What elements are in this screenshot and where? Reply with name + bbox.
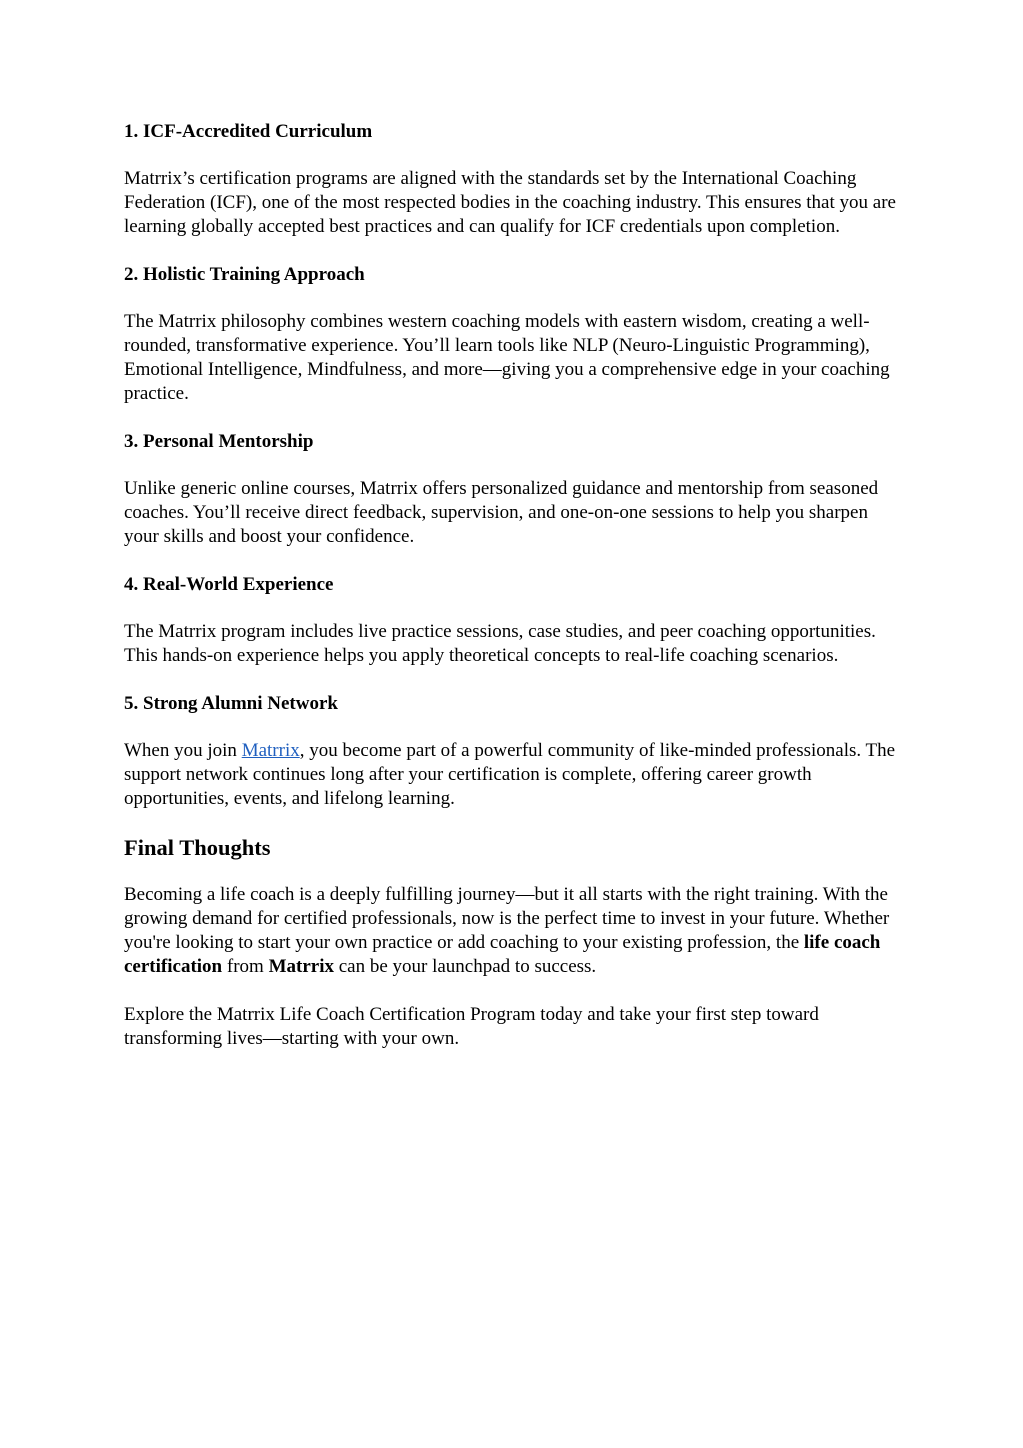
final-thoughts-heading: Final Thoughts	[124, 835, 271, 860]
final-paragraph-1	[124, 883, 904, 979]
body-text-after-link: , you become part of a powerful community of like-minded professionals. The support network continues long after your certification is complete, offering career growth opportunities, events, and lifelong learning.	[124, 740, 896, 809]
section-body: The Matrrix program includes live practice sessions, case studies, and peer coaching opportunities. This hands-on experience helps you apply theoretical concepts to real-life coaching scenarios.	[124, 621, 876, 666]
final-p1-mid: from	[222, 956, 269, 977]
section-final-thoughts	[124, 833, 904, 1051]
section-body: Unlike generic online courses, Matrrix offers personalized guidance and mentorship from seasoned coaches. You’ll receive direct feedback, supervision, and one-on-one sessions to help you sharpen your skills and boost your confidence.	[124, 478, 879, 547]
body-text-before-link: When you join	[124, 740, 242, 761]
section-heading: 2. Holistic Training Approach	[124, 264, 365, 285]
section-body: Matrrix’s certification programs are aligned with the standards set by the International Coaching Federation (ICF), one of the most respected bodies in the coaching industry. This ensures that you are learning globally accepted best practices and can qualify for ICF credentials upon completion.	[124, 168, 896, 237]
section-holistic-training	[124, 263, 904, 406]
section-personal-mentorship	[124, 430, 904, 549]
final-p1-text: Becoming a life coach is a deeply fulfilling journey—but it all starts with the right training. With the growing demand for certified professionals, now is the perfect time to invest in your future. Whether you're looking to start your own practice or add coaching to your existing profession, the	[124, 884, 890, 953]
section-body: The Matrrix philosophy combines western coaching models with eastern wisdom, creating a well-rounded, transformative experience. You’ll learn tools like NLP (Neuro-Linguistic Programming), Emotional Intelligence, Mindfulness, and more—giving you a comprehensive edge in your coaching practice.	[124, 311, 890, 404]
section-body	[124, 739, 904, 811]
section-alumni-network	[124, 692, 904, 811]
section-heading: 4. Real-World Experience	[124, 574, 334, 595]
document-page	[124, 120, 904, 1051]
section-heading: 5. Strong Alumni Network	[124, 693, 338, 714]
final-paragraph-2: Explore the Matrrix Life Coach Certification Program today and take your first step toward transforming lives—starting with your own.	[124, 1004, 819, 1049]
section-heading: 3. Personal Mentorship	[124, 431, 314, 452]
final-p1-end: can be your launchpad to success.	[333, 956, 597, 977]
section-icf-curriculum	[124, 120, 904, 239]
section-heading: 1. ICF-Accredited Curriculum	[124, 121, 373, 142]
section-real-world-experience	[124, 573, 904, 668]
final-p1-bold-matrrix: Matrrix	[268, 956, 334, 977]
final-p1-bold-certification: life coach certification	[124, 932, 881, 977]
matrrix-link[interactable]: Matrrix	[241, 740, 300, 761]
